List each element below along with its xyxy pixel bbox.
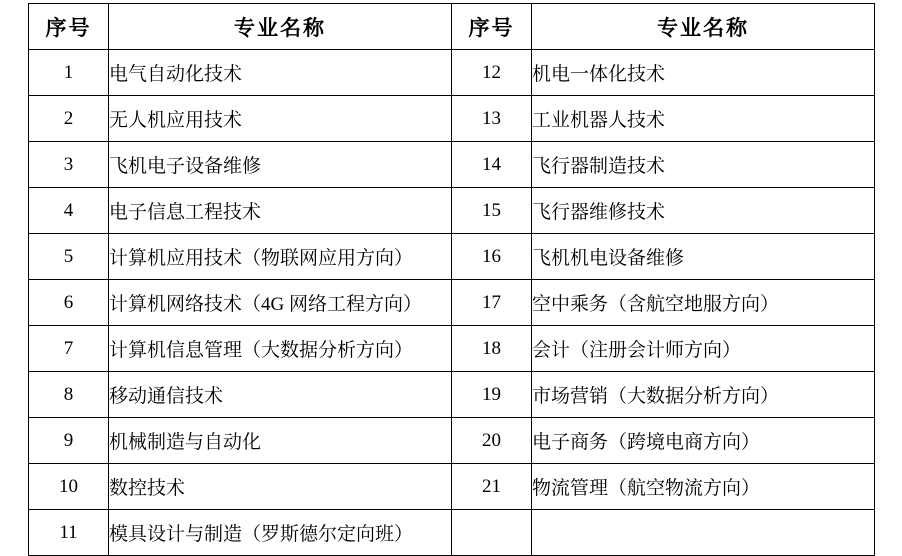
cell-right-no: 18	[452, 326, 532, 372]
table-row	[29, 234, 875, 280]
table-row	[29, 464, 875, 510]
cell-right-name: 空中乘务（含航空地服方向）	[532, 280, 875, 326]
table-row	[29, 372, 875, 418]
cell-left-no: 10	[29, 464, 109, 510]
cell-right-no: 17	[452, 280, 532, 326]
cell-left-no: 5	[29, 234, 109, 280]
cell-right-no: 14	[452, 142, 532, 188]
table-row	[29, 510, 875, 556]
cell-right-name: 飞行器制造技术	[532, 142, 875, 188]
table-row	[29, 326, 875, 372]
cell-left-no: 4	[29, 188, 109, 234]
cell-right-name: 会计（注册会计师方向）	[532, 326, 875, 372]
cell-right-no: 19	[452, 372, 532, 418]
table-row	[29, 142, 875, 188]
column-header-left-no: 序号	[29, 4, 109, 50]
cell-left-no: 1	[29, 50, 109, 96]
cell-left-no: 9	[29, 418, 109, 464]
table-body	[29, 50, 875, 556]
cell-left-name: 移动通信技术	[109, 372, 452, 418]
cell-right-name: 飞机机电设备维修	[532, 234, 875, 280]
cell-right-no	[452, 510, 532, 556]
table-row	[29, 96, 875, 142]
cell-right-name: 市场营销（大数据分析方向）	[532, 372, 875, 418]
cell-left-name: 数控技术	[109, 464, 452, 510]
table-row	[29, 418, 875, 464]
cell-right-no: 21	[452, 464, 532, 510]
column-header-right-name: 专业名称	[532, 4, 875, 50]
majors-table	[28, 3, 875, 556]
cell-left-no: 11	[29, 510, 109, 556]
cell-right-name: 电子商务（跨境电商方向）	[532, 418, 875, 464]
cell-right-name: 物流管理（航空物流方向）	[532, 464, 875, 510]
cell-left-no: 7	[29, 326, 109, 372]
cell-right-no: 16	[452, 234, 532, 280]
table-header	[29, 4, 875, 50]
cell-right-no: 15	[452, 188, 532, 234]
table-row	[29, 188, 875, 234]
cell-left-no: 3	[29, 142, 109, 188]
cell-left-name: 电气自动化技术	[109, 50, 452, 96]
column-header-left-name: 专业名称	[109, 4, 452, 50]
cell-left-name: 模具设计与制造（罗斯德尔定向班）	[109, 510, 452, 556]
cell-right-no: 12	[452, 50, 532, 96]
cell-left-name: 计算机应用技术（物联网应用方向）	[109, 234, 452, 280]
table-header-row	[29, 4, 875, 50]
cell-left-no: 2	[29, 96, 109, 142]
cell-left-name: 计算机网络技术（4G 网络工程方向）	[109, 280, 452, 326]
cell-left-name: 无人机应用技术	[109, 96, 452, 142]
cell-right-name: 飞行器维修技术	[532, 188, 875, 234]
cell-right-name	[532, 510, 875, 556]
column-header-right-no: 序号	[452, 4, 532, 50]
cell-left-no: 8	[29, 372, 109, 418]
cell-left-name: 计算机信息管理（大数据分析方向）	[109, 326, 452, 372]
cell-right-name: 工业机器人技术	[532, 96, 875, 142]
table-row	[29, 280, 875, 326]
cell-left-no: 6	[29, 280, 109, 326]
cell-left-name: 电子信息工程技术	[109, 188, 452, 234]
cell-left-name: 飞机电子设备维修	[109, 142, 452, 188]
cell-right-no: 20	[452, 418, 532, 464]
cell-left-name: 机械制造与自动化	[109, 418, 452, 464]
cell-right-name: 机电一体化技术	[532, 50, 875, 96]
table-row	[29, 50, 875, 96]
cell-right-no: 13	[452, 96, 532, 142]
